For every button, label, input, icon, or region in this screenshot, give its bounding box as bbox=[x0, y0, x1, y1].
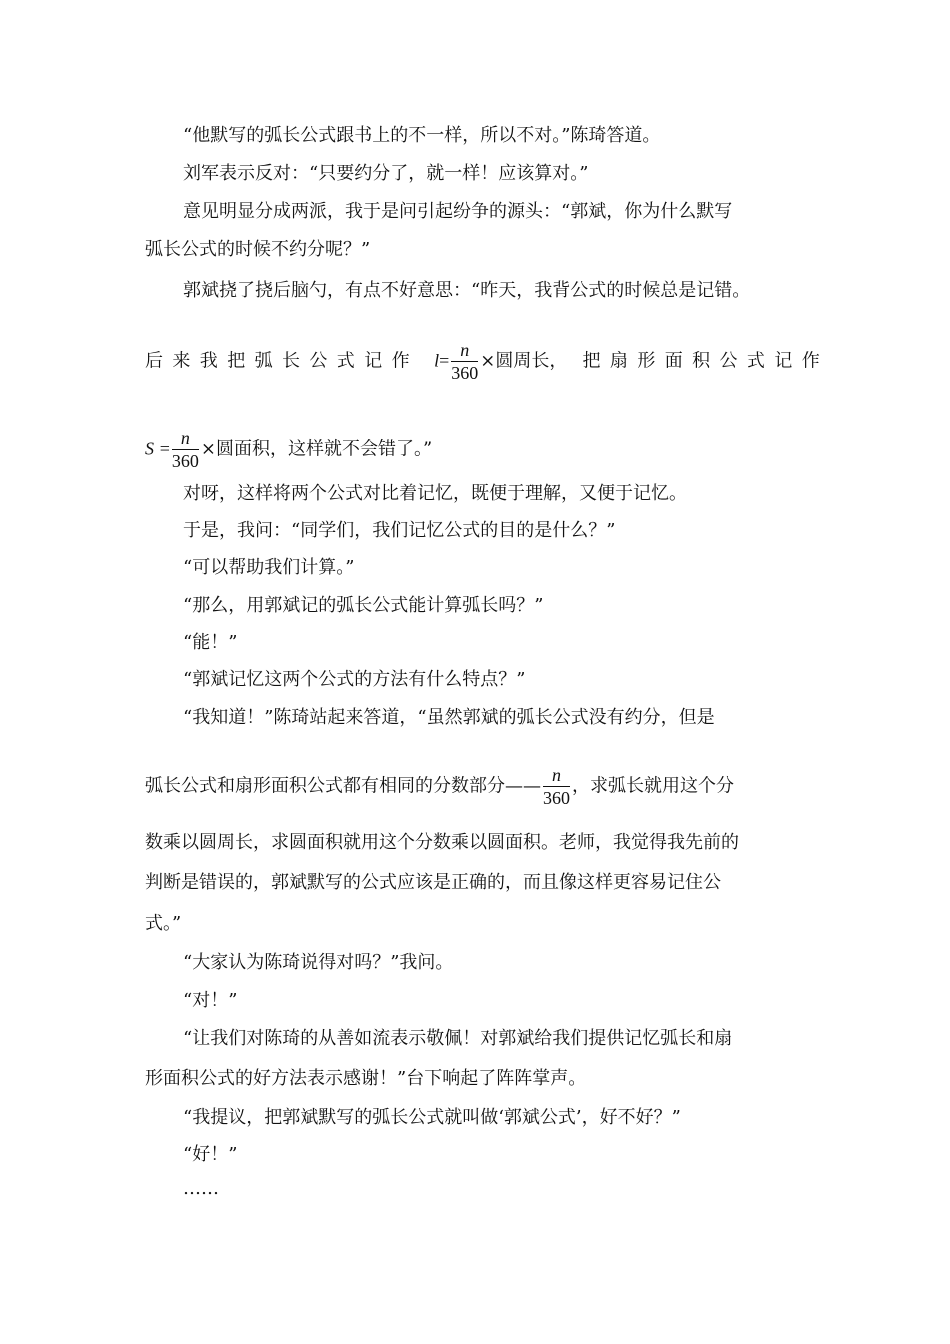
formula-line-common-fraction bbox=[145, 765, 950, 808]
fraction bbox=[543, 765, 570, 808]
paragraph: “那么，用郭斌记的弧长公式能计算弧长吗？” bbox=[183, 595, 544, 616]
paragraph: “郭斌记忆这两个公式的方法有什么特点？” bbox=[183, 669, 526, 690]
paragraph: “大家认为陈琦说得对吗？”我问。 bbox=[183, 952, 454, 973]
paragraph: 郭斌挠了挠后脑勺，有点不好意思：“昨天，我背公式的时候总是记错。 bbox=[183, 280, 751, 301]
paragraph-continuation: 弧长公式的时候不约分呢？” bbox=[145, 239, 371, 260]
paragraph: “我知道！”陈琦站起来答道，“虽然郭斌的弧长公式没有约分，但是 bbox=[183, 707, 715, 728]
text-run: 把扇形面积公式记作 bbox=[582, 350, 830, 372]
paragraph: 意见明显分成两派，我于是问引起纷争的源头：“郭斌，你为什么默写 bbox=[183, 201, 733, 222]
fraction bbox=[172, 428, 199, 471]
formula-operator: = bbox=[159, 438, 170, 459]
paragraph: 对呀，这样将两个公式对比着记忆，既便于理解，又便于记忆。 bbox=[183, 483, 687, 504]
fraction-denominator: 360 bbox=[543, 788, 570, 808]
fraction bbox=[451, 340, 478, 383]
paragraph: “对！” bbox=[183, 990, 238, 1011]
text-run: ×圆周长， bbox=[480, 350, 568, 372]
paragraph-continuation: 判断是错误的，郭斌默写的公式应该是正确的，而且像这样更容易记住公 bbox=[145, 872, 721, 893]
paragraph-continuation: 数乘以圆周长，求圆面积就用这个分数乘以圆面积。老师，我觉得我先前的 bbox=[145, 832, 739, 853]
paragraph: “好！” bbox=[183, 1144, 238, 1165]
fraction-numerator: n bbox=[451, 340, 478, 362]
formula-line-arc-length bbox=[145, 340, 950, 383]
paragraph: 于是，我问：“同学们，我们记忆公式的目的是什么？” bbox=[183, 520, 616, 541]
text-run: 后来我把弧长公式记作 bbox=[145, 350, 419, 372]
text-run: 弧长公式和扇形面积公式都有相同的分数部分—— bbox=[145, 775, 541, 797]
formula-variable: l bbox=[434, 350, 440, 371]
paragraph: “能！” bbox=[183, 632, 238, 653]
ellipsis: …… bbox=[183, 1178, 219, 1199]
fraction-numerator: n bbox=[543, 765, 570, 787]
paragraph: “可以帮助我们计算。” bbox=[183, 557, 355, 578]
text-run: ×圆面积，这样就不会错了。” bbox=[200, 438, 433, 460]
fraction-denominator: 360 bbox=[451, 363, 479, 383]
fraction-denominator: 360 bbox=[171, 451, 199, 471]
paragraph-continuation: 形面积公式的好方法表示感谢！”台下响起了阵阵掌声。 bbox=[145, 1068, 587, 1089]
formula-variable: S bbox=[145, 438, 154, 459]
text-run: ，求弧长就用这个分 bbox=[572, 775, 734, 797]
paragraph: 刘军表示反对：“只要约分了，就一样！应该算对。” bbox=[183, 163, 589, 184]
formula-operator: = bbox=[439, 350, 450, 371]
paragraph: “让我们对陈琦的从善如流表示敬佩！对郭斌给我们提供记忆弧长和扇 bbox=[183, 1028, 733, 1049]
fraction-numerator: n bbox=[172, 428, 199, 450]
formula-line-sector-area bbox=[145, 428, 950, 471]
paragraph: “他默写的弧长公式跟书上的不一样，所以不对。”陈琦答道。 bbox=[183, 125, 661, 146]
paragraph: “我提议，把郭斌默写的弧长公式就叫做‘郭斌公式’，好不好？” bbox=[183, 1107, 681, 1128]
paragraph-continuation: 式。” bbox=[145, 913, 182, 934]
